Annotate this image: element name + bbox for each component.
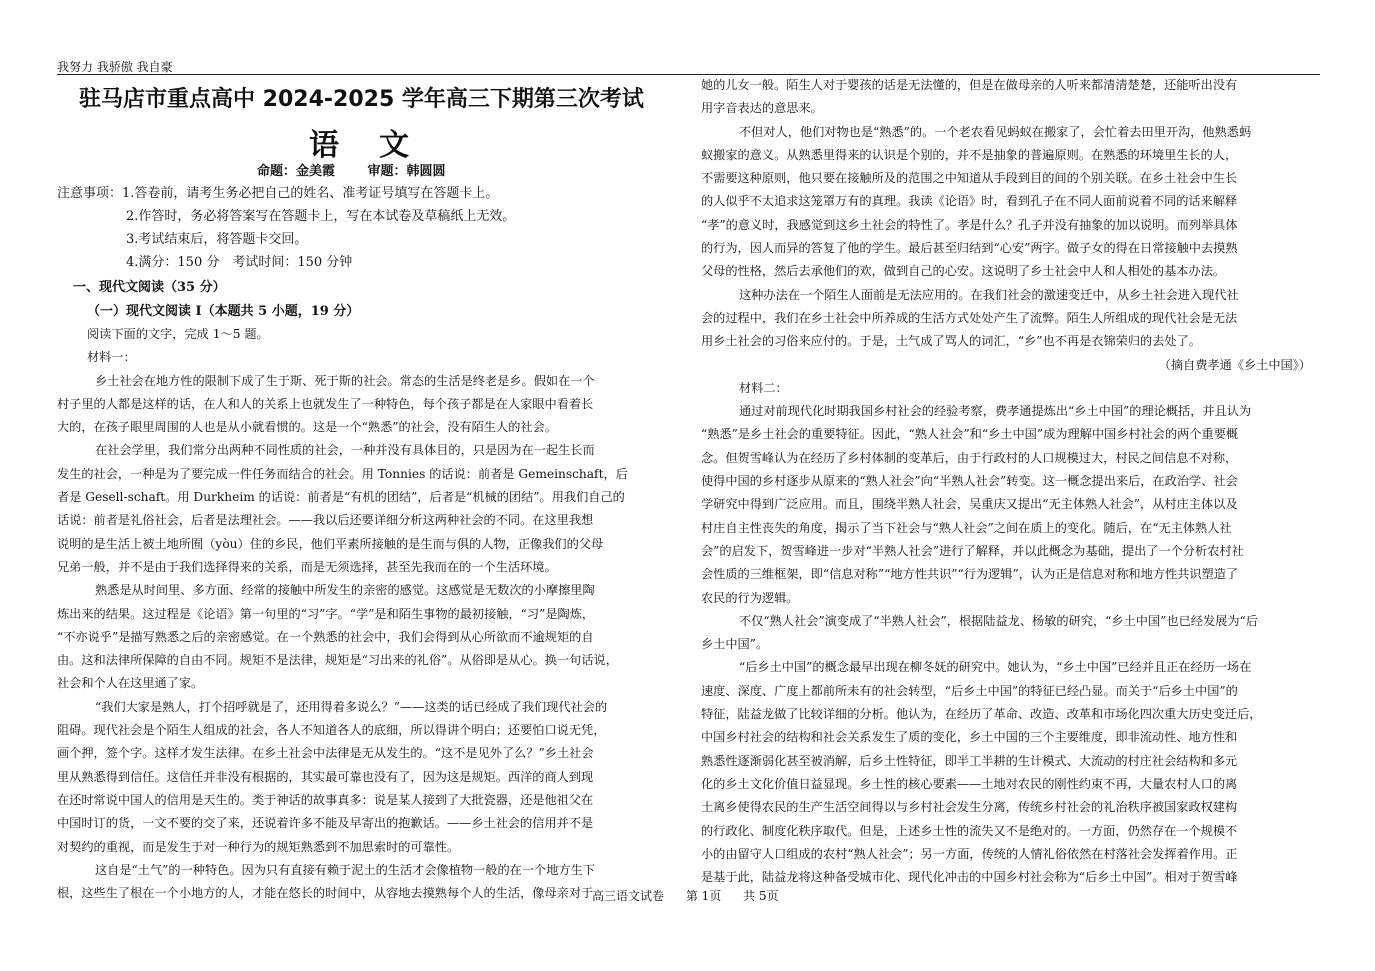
subsection-heading: （一）现代文阅读 I（本题共 5 小题，19 分） (87, 304, 360, 319)
text-line: 中国乡村社会的结构和社会关系发生了质的变化，乡土中国的三个主要维度，即非流动性、地方性和 (701, 730, 1238, 745)
material1-continued (701, 74, 1321, 354)
text-line: 熟悉性逐渐弱化甚至被消解，后乡土性特征，即半工半耕的生计模式、大流动的村庄社会结构和多元 (701, 753, 1238, 768)
text-line: 不需要这种原则，他只要在接触所及的范围之中知道从手段到目的间的个别关联。在乡土社会中生长 (701, 171, 1238, 186)
material2-paragraphs (701, 400, 1321, 889)
text-line: 的人似乎不太追求这笼罩万有的真理。我读《论语》时，看到孔子在不同人面前说着不同的话来解释 (701, 194, 1238, 209)
text-line: 用字音表达的意思来。 (701, 101, 823, 116)
text-line: 大的，在孩子眼里周围的人也是从小就看惯的。这是一个“熟悉”的社会，没有陌生人的社会。 (57, 420, 557, 435)
text-line: “孝”的意义时，我感觉到这乡土社会的特性了。孝是什么？孔子并没有抽象的加以说明。而列举具体 (701, 217, 1238, 232)
footer-course: 高三语文试卷 (592, 889, 665, 903)
text-line: 不但对人，他们对物也是“熟悉”的。一个老农看见蚂蚁在搬家了，会忙着去田里开沟，他熟悉蚂 (739, 124, 1252, 139)
text-line: 的行政化、制度化秩序取代。但是，上述乡土性的流失又不是绝对的。一方面，仍然存在一个规模不 (701, 823, 1238, 838)
text-line: 在还时常说中国人的信用是天生的。类于神话的故事真多：说是某人接到了大批瓷器，还是他祖父在 (57, 792, 594, 807)
text-line: 由。这和法律所保障的自由不同。规矩不是法律，规矩是“习出来的礼俗”。从俗即是从心。换一句话说， (57, 653, 618, 668)
paragraph (57, 370, 675, 440)
exam-notes (57, 182, 677, 274)
text-line: 乡土中国”。 (701, 637, 769, 652)
material1-paragraphs (57, 370, 675, 906)
header-motto: 我努力 我骄傲 我自豪 (57, 60, 173, 74)
text-line: 小的由留守人口组成的农村“熟人社会”；另一方面，传统的人情礼俗依然在村落社会发挥着作用。正 (701, 846, 1238, 861)
material1-label: 材料一： (87, 350, 136, 365)
paragraph (701, 121, 1321, 284)
text-line: 村庄自主性丧失的角度，揭示了当下社会与“熟人社会”之间在质上的变化。随后，在“无主体熟人社 (701, 520, 1232, 535)
paragraph (57, 439, 675, 579)
right-body (701, 74, 1321, 889)
text-line: 炼出来的结果。这过程是《论语》第一句里的“习”字。“学”是和陌生事物的最初接触，“习”是陶炼， (57, 606, 595, 621)
text-line: 对契约的重视，而是发生于对一种行为的规矩熟悉到不加思索时的可靠性。 (57, 839, 460, 854)
exam-title: 驻马店市重点高中 2024-2025 学年高三下期第三次考试 (79, 87, 644, 112)
paragraph (701, 284, 1321, 354)
text-line: 学研究中得到广泛应用。而且，围绕半熟人社会，吴重庆又提出“无主体熟人社会”，从村庄主体以及 (701, 497, 1238, 512)
text-line: 乡土社会在地方性的限制下成了生于斯、死于斯的社会。常态的生活是终老是乡。假如在一个 (95, 373, 595, 388)
paragraph (701, 610, 1321, 657)
text-line: 念。但贺雪峰认为在经历了乡村体制的变革后，由于行政村的人口规模过大，村民之间信息不对称， (701, 450, 1238, 465)
section-heading: 一、现代文阅读（35 分） (73, 280, 226, 295)
text-line: 特征，陆益龙做了比较详细的分析。他认为，在经历了革命、改造、改革和市场化四次重大历史变迁后， (701, 707, 1262, 722)
text-line: 土离乡使得农民的生产生活空间得以与乡村社会发生分离，传统乡村社会的礼治秩序被国家政权建构 (701, 800, 1238, 815)
material2-label: 材料二： (739, 380, 788, 395)
paragraph (701, 656, 1321, 889)
text-line: 使得中国的乡村逐步从原来的“熟人社会”向“半熟人社会”转变。这一概念提出来后，在政治学、社会 (701, 474, 1238, 489)
subject-title: 语文 (309, 128, 449, 163)
instruction: 阅读下面的文字，完成 1～5 题。 (87, 327, 269, 341)
text-line: 不仅“熟人社会”演变成了“半熟人社会”，根据陆益龙、杨敏的研究，“乡土中国”也已经发展为“后 (739, 613, 1258, 628)
text-line: 她的儿女一般。陌生人对于婴孩的话是无法懂的，但是在做母亲的人听来都清清楚楚，还能听出没有 (701, 78, 1238, 92)
text-line: 发生的社会，一种是为了要完成一件任务而结合的社会。用 Tonnies 的话说：前者是 Gemeinschaft，后 (57, 466, 628, 481)
paragraph (701, 74, 1321, 121)
text-line: “熟悉”是乡土社会的重要特征。因此，“熟人社会”和“乡土中国”成为理解中国乡村社会的两个重要概 (701, 427, 1239, 442)
text-line: 社会和个人在这里通了家。 (57, 676, 204, 691)
text-line: 父母的性格，然后去承他们的欢，做到自己的心安。这说明了乡土社会中人和人相处的基本办法。 (701, 264, 1226, 279)
text-line: 是基于此，陆益龙将这种备受城市化、现代化冲击的中国乡村社会称为“后乡土中国”。相对于贺雪峰 (701, 870, 1238, 885)
text-line: 熟悉是从时间里、多方面、经常的接触中所发生的亲密的感觉。这感觉是无数次的小摩擦里陶 (95, 583, 595, 598)
left-body (57, 323, 675, 905)
text-line: 兄弟一般，并不是由于我们选择得来的关系，而是无须选择，甚至先我而在的一个生活环境。 (57, 559, 557, 574)
text-line: 蚁搬家的意义。从熟悉里得来的认识是个别的，并不是抽象的普遍原则。在熟悉的环境里生长的人， (701, 147, 1238, 162)
text-line: 者是 Gesell-schaft。用 Durkheim 的话说：前者是“有机的团结”，后者是“机械的团结”。用我们自己的 (57, 490, 625, 505)
text-line: “我们大家是熟人，打个招呼就是了，还用得着多说么？”——这类的话已经成了我们现代社会的 (95, 699, 608, 714)
text-line: 在社会学里，我们常分出两种不同性质的社会，一种并没有具体目的，只是因为在一起生长而 (95, 443, 595, 458)
text-line: 画个押，签个字。这样才发生法律。在乡土社会中法律是无从发生的。“这不是见外了么？”乡土社会 (57, 746, 594, 761)
text-line: 这自是“土气”的一种特色。因为只有直接有赖于泥土的生活才会像植物一般的在一个地方生下 (95, 862, 595, 877)
text-line: 的行为，因人而异的答复了他的学生。最后甚至归结到“心安”两字。做子女的得在日常接触中去摸熟 (701, 241, 1238, 256)
text-line: 话说：前者是礼俗社会，后者是法理社会。——我以后还要详细分析这两种社会的不同。在这里我想 (57, 513, 594, 528)
text-line: 会的过程中，我们在乡土社会中所养成的生活方式处处产生了流弊。陌生人所组成的现代社会是无法 (701, 310, 1238, 325)
note-item: 3.考试结束后，将答题卡交回。 (126, 232, 308, 247)
reviewer: 审题：韩圆圆 (367, 164, 446, 179)
text-line: 阻碍。现代社会是个陌生人组成的社会，各人不知道各人的底细，所以得讲个明白；还要怕口说无凭， (57, 723, 606, 738)
exam-authors (257, 160, 474, 179)
footer-page: 第 1页 (685, 889, 722, 903)
text-line: 村子里的人都是这样的话，在人和人的关系上也就发生了一种特色，每个孩子都是在人家眼中看着长 (57, 396, 594, 411)
text-line: 通过对前现代化时期我国乡村社会的经验考察，费孝通提炼出“乡土中国”的理论概括，并且认为 (739, 404, 1252, 419)
text-line: 这种办法在一个陌生人面前是无法应用的。在我们社会的激速变迁中，从乡土社会进入现代社 (739, 287, 1239, 302)
text-line: 根，这些生了根在一个小地方的人，才能在悠长的时间中，从容地去摸熟每个人的生活，像母亲对于 (57, 886, 594, 901)
paragraph (57, 696, 675, 859)
text-line: 中国时订的货，一文不要的交了来，还说着许多不能及早寄出的抱歉话。——乡土社会的信用并不是 (57, 816, 594, 831)
text-line: 用乡土社会的习俗来应付的。于是，土气成了骂人的词汇，“乡”也不再是衣锦荣归的去处了。 (701, 334, 1201, 349)
text-line: 会”的启发下，贺雪峰进一步对“半熟人社会”进行了解释，并以此概念为基础，提出了一个分析农村社 (701, 543, 1244, 558)
paragraph (57, 859, 675, 906)
note-item: 1.答卷前，请考生务必把自己的姓名、准考证号填写在答题卡上。 (122, 186, 499, 201)
paragraph (57, 579, 675, 695)
text-line: 速度、深度、广度上都前所未有的社会转型，“后乡土中国”的特征已经凸显。而关于“后乡土中国”的 (701, 683, 1238, 698)
text-line: “不亦说乎”是描写熟悉之后的亲密感觉。在一个熟悉的社会中，我们会得到从心所欲而不逾规矩的自 (57, 629, 594, 644)
paragraph (701, 400, 1321, 610)
text-line: 里从熟悉得到信任。这信任并非没有根据的，其实最可靠也没有了，因为这是规矩。西洋的商人到现 (57, 769, 594, 784)
text-line: 化的乡土文化价值日益显现。乡土性的核心要素——土地对农民的刚性约束不再，大量农村人口的离 (701, 776, 1238, 791)
text-line: “后乡土中国”的概念最早出现在柳冬妩的研究中。她认为，“乡土中国”已经并且正在经历一场在 (739, 660, 1252, 675)
text-line: 说明的是生活上被土地所囿（yòu）住的乡民，他们平素所接触的是生而与俱的人物，正像我们的父母 (57, 536, 604, 551)
note-item: 2.作答时，务必将答案写在答题卡上，写在本试卷及草稿纸上无效。 (126, 209, 516, 224)
text-line: 会性质的三维框架，即“信息对称”“地方性共识”“行为逻辑”，认为正是信息对称和地方性共识塑造了 (701, 567, 1239, 582)
text-line: 农民的行为逻辑。 (701, 590, 799, 605)
source-citation: （摘自费孝通《乡土中国》） (1158, 357, 1311, 372)
page-footer (592, 887, 797, 904)
notes-label: 注意事项： (57, 186, 123, 201)
setter: 命题：金美霞 (257, 164, 336, 179)
footer-total: 共 5页 (743, 889, 779, 903)
note-item: 4.满分：150 分 考试时间：150 分钟 (126, 255, 353, 270)
